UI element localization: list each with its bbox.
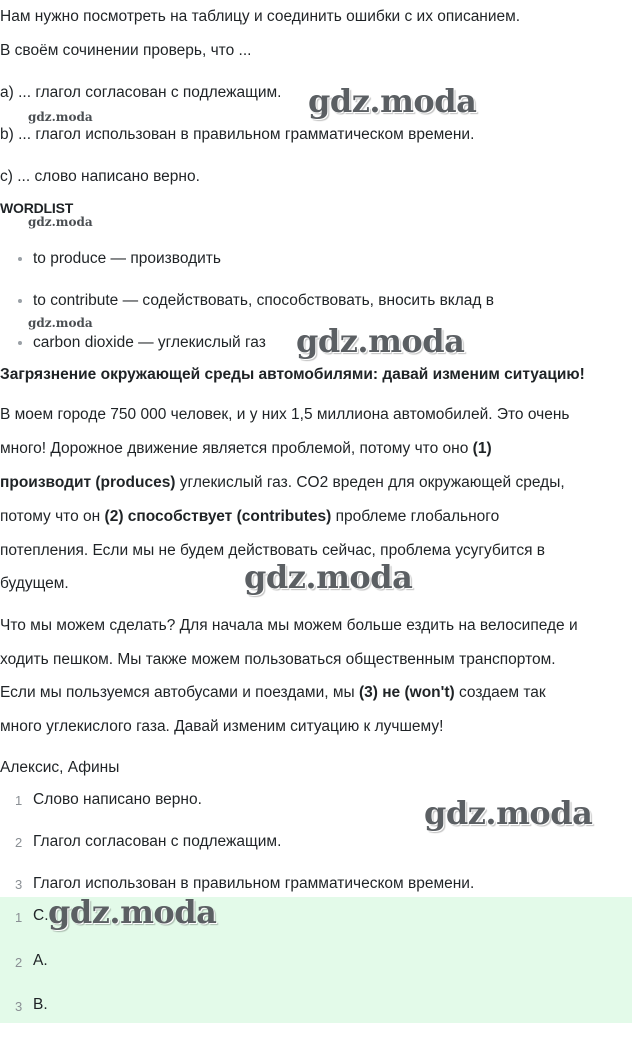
article-p2-line: ходить пешком. Мы также можем пользоваться общественным транспортом. (0, 651, 556, 668)
answer-number: 2 (15, 955, 23, 970)
gap-answer: производит (produces) (0, 474, 176, 491)
article-p2-line: Что мы можем сделать? Для начала мы можем больше ездить на велосипеде и (0, 617, 578, 634)
wordlist-item: to contribute — содействовать, способствовать, вносить вклад в (33, 292, 495, 309)
article-p1-line: потепления. Если мы не будем действовать сейчас, проблема усугубится в (0, 542, 546, 559)
watermark-logo: gdz.moda (308, 82, 477, 120)
article-p2-line: Если мы пользуемся автобусами и поездами, мы (3) не (won't) создаем так (0, 684, 546, 701)
bullet-icon (18, 299, 22, 303)
article-p1-line: будущем. (0, 575, 69, 592)
answer-text: A. (33, 952, 48, 969)
intro-line-2: В своём сочинении проверь, что ... (0, 42, 252, 59)
description-text: Слово написано верно. (33, 791, 202, 808)
gap-number: (1) (472, 440, 492, 457)
bullet-icon (18, 341, 22, 345)
article-p1-line: потому что он (2) способствует (contributes) проблеме глобального (0, 508, 500, 525)
wordlist-title: WORDLIST (0, 200, 74, 216)
answer-number: 1 (15, 910, 23, 925)
wordlist-item: to produce — производить (33, 250, 221, 267)
answer-text: B. (33, 996, 48, 1013)
description-text: Глагол использован в правильном грамматическом времени. (33, 875, 475, 892)
option-b: b) ... глагол использован в правильном грамматическом времени. (0, 126, 475, 143)
description-text: Глагол согласован с подлежащим. (33, 833, 282, 850)
signature: Алексис, Афины (0, 759, 120, 776)
description-number: 2 (15, 835, 23, 850)
article-p1-line: В моем городе 750 000 человек, и у них 1,5 миллиона автомобилей. Это очень (0, 406, 570, 423)
watermark-logo-small: gdz.moda (28, 316, 93, 330)
gap-answer: (3) не (won't) (358, 684, 455, 701)
watermark-logo: gdz.moda (424, 794, 593, 832)
watermark-logo-small: gdz.moda (28, 215, 93, 229)
bullet-icon (18, 257, 22, 261)
article-title: Загрязнение окружающей среды автомобилями: давай изменим ситуацию! (0, 366, 585, 383)
article-p1-line: много! Дорожное движение является проблемой, потому что оно (1) (0, 440, 492, 457)
watermark-logo: gdz.moda (296, 322, 465, 360)
article-p1-line: производит (produces) углекислый газ. CO2 вреден для окружающей среды, (0, 474, 565, 491)
gap-answer: (2) способствует (contributes) (104, 508, 332, 525)
watermark-logo: gdz.moda (48, 893, 217, 931)
intro-line-1: Нам нужно посмотреть на таблицу и соединить ошибки с их описанием. (0, 8, 521, 25)
wordlist-item: carbon dioxide — углекислый газ (33, 334, 266, 351)
option-a: a) ... глагол согласован с подлежащим. (0, 84, 282, 101)
watermark-logo-small: gdz.moda (28, 110, 93, 124)
description-number: 3 (15, 877, 23, 892)
answer-text: C. (33, 907, 49, 924)
option-c: c) ... слово написано верно. (0, 168, 200, 185)
description-number: 1 (15, 793, 23, 808)
article-p2-line: много углекислого газа. Давай изменим ситуацию к лучшему! (0, 718, 444, 735)
watermark-logo: gdz.moda (244, 558, 413, 596)
answer-number: 3 (15, 999, 23, 1014)
